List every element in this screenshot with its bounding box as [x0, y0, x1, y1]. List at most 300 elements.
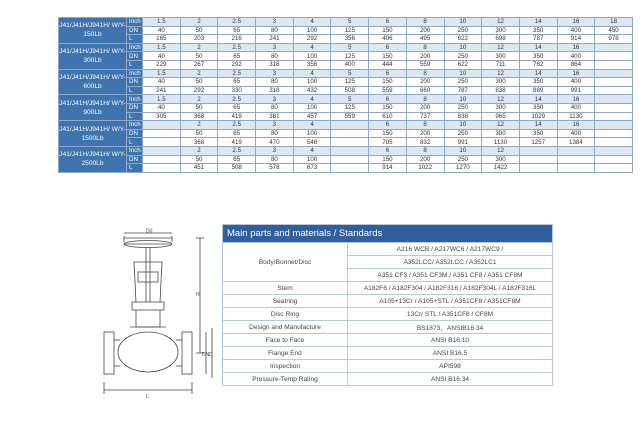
dimension-cell: 508 — [218, 164, 256, 173]
dimension-cell — [595, 146, 633, 155]
dimension-cell: 4 — [293, 146, 331, 155]
dimension-cell: 356 — [293, 60, 331, 69]
dimension-cell: 457 — [293, 112, 331, 121]
dimension-cell: 1.5 — [143, 95, 181, 104]
dimension-cell: 4 — [293, 18, 331, 27]
model-label: J41/J41H/J941H/ W/Y-900Lb — [59, 95, 127, 121]
dimension-cell: 838 — [444, 112, 482, 121]
dimension-cell: 16 — [557, 43, 595, 52]
l-label: L — [146, 394, 149, 400]
d-label: D — [209, 352, 213, 358]
dimension-row-l — [59, 138, 633, 147]
dimension-cell: 368 — [180, 138, 218, 147]
dimension-cell: 16 — [557, 69, 595, 78]
dimension-cell: 200 — [406, 155, 444, 164]
dimension-cell: 8 — [406, 18, 444, 27]
dimension-cell — [557, 146, 595, 155]
dimension-cell: 495 — [406, 35, 444, 44]
unit-label: L — [127, 86, 143, 95]
dimension-cell: 838 — [482, 86, 520, 95]
dimension-row-dn — [59, 52, 633, 61]
dimension-cell: 250 — [444, 78, 482, 87]
dimension-row-l — [59, 35, 633, 44]
dimension-cell: 12 — [482, 95, 520, 104]
dimension-row-l — [59, 86, 633, 95]
part-material: ANSI B16.5 — [348, 347, 553, 360]
dimension-cell: 14 — [519, 69, 557, 78]
dimension-cell: 318 — [256, 86, 294, 95]
dimension-cell: 125 — [331, 78, 369, 87]
dimension-cell: 250 — [444, 155, 482, 164]
dimension-cell — [143, 138, 181, 147]
dimension-cell — [331, 155, 369, 164]
materials-row — [223, 347, 553, 360]
dimension-cell: 914 — [557, 35, 595, 44]
dimension-cell: 3 — [256, 69, 294, 78]
dimension-row-dn — [59, 26, 633, 35]
dimension-cell: 40 — [143, 103, 181, 112]
dimension-cell: 6 — [369, 43, 407, 52]
dimension-cell: 2 — [180, 69, 218, 78]
dimension-cell: 65 — [218, 26, 256, 35]
dimension-cell — [143, 129, 181, 138]
dimension-cell: 8 — [406, 146, 444, 155]
dimension-cell: 6 — [369, 69, 407, 78]
model-label: J41/J41H/J941H/ W/Y-1500Lb — [59, 121, 127, 147]
dimension-cell: 381 — [256, 112, 294, 121]
unit-label: Inch — [127, 69, 143, 78]
dimension-cell: 14 — [519, 95, 557, 104]
dimension-cell: 50 — [180, 103, 218, 112]
dimension-cell: 350 — [519, 26, 557, 35]
dimension-cell: 300 — [482, 129, 520, 138]
dimension-cell: 3 — [256, 121, 294, 130]
dimension-cell: 4 — [293, 69, 331, 78]
dimension-cell: 100 — [293, 26, 331, 35]
part-name: Pressure-Temp Rating — [223, 373, 348, 386]
dimension-cell: 914 — [369, 164, 407, 173]
dimension-cell: 125 — [331, 103, 369, 112]
dimension-cell: 65 — [218, 78, 256, 87]
unit-label: L — [127, 164, 143, 173]
materials-row — [223, 243, 553, 256]
dimension-cell: 1.5 — [143, 69, 181, 78]
dimension-cell: 711 — [482, 60, 520, 69]
dimension-cell: 889 — [519, 86, 557, 95]
model-label: J41/J41H/J941H/ W/Y-150Lb — [59, 18, 127, 44]
dimension-cell — [595, 103, 633, 112]
part-material: BS1873、ANSIB16.34 — [348, 321, 553, 334]
dn-label: DN — [202, 352, 210, 358]
dimension-cell: 241 — [143, 86, 181, 95]
model-label: J41/J41H/J941H/ W/Y-600Lb — [59, 69, 127, 95]
part-material: ANSI B16.10 — [348, 334, 553, 347]
dimension-cell: 1130 — [557, 112, 595, 121]
unit-label: Inch — [127, 146, 143, 155]
dimension-cell — [143, 121, 181, 130]
dimension-cell: 965 — [482, 112, 520, 121]
dimension-cell: 2 — [180, 18, 218, 27]
unit-label: DN — [127, 26, 143, 35]
dimension-cell — [519, 146, 557, 155]
dimension-cell: 3 — [256, 95, 294, 104]
dimension-cell: 300 — [482, 52, 520, 61]
dimension-cell: 14 — [519, 18, 557, 27]
dimension-cell: 125 — [331, 26, 369, 35]
dimension-cell: 737 — [406, 112, 444, 121]
dimension-cell: 100 — [293, 103, 331, 112]
dimension-cell: 330 — [218, 86, 256, 95]
dimension-cell: 229 — [143, 60, 181, 69]
dimension-cell — [143, 164, 181, 173]
unit-label: DN — [127, 103, 143, 112]
dimension-cell — [331, 121, 369, 130]
materials-row — [223, 295, 553, 308]
dimension-cell: 450 — [595, 26, 633, 35]
dimension-cell: 1422 — [482, 164, 520, 173]
dimension-cell: 559 — [331, 112, 369, 121]
dimension-cell: 292 — [293, 35, 331, 44]
dimension-cell: 4 — [293, 43, 331, 52]
dimension-cell: 991 — [557, 86, 595, 95]
dimension-cell — [519, 164, 557, 173]
dimension-cell: 50 — [180, 155, 218, 164]
dimension-cell: 300 — [482, 155, 520, 164]
unit-label: DN — [127, 78, 143, 87]
dimension-cell: 6 — [369, 146, 407, 155]
dimension-cell — [595, 78, 633, 87]
materials-row — [223, 360, 553, 373]
materials-row — [223, 321, 553, 334]
dimension-cell: 6 — [369, 18, 407, 27]
dimension-cell: 250 — [444, 103, 482, 112]
dimension-row-inch — [59, 121, 633, 130]
dimension-cell: 419 — [218, 138, 256, 147]
dimension-cell: 216 — [218, 35, 256, 44]
dimension-cell: 5 — [331, 18, 369, 27]
dimension-cell: 5 — [331, 69, 369, 78]
dimension-cell: 16 — [557, 121, 595, 130]
dimension-cell: 150 — [369, 129, 407, 138]
dimension-cell: 250 — [444, 26, 482, 35]
dimension-cell: 6 — [369, 121, 407, 130]
dimension-cell: 100 — [293, 78, 331, 87]
dimension-row-l — [59, 60, 633, 69]
dimension-row-inch — [59, 18, 633, 27]
model-label: J41/J41H/J941H/ W/Y-2500Lb — [59, 146, 127, 172]
dimension-cell — [331, 138, 369, 147]
dimension-cell: 470 — [256, 138, 294, 147]
dimension-cell: 508 — [331, 86, 369, 95]
dimension-cell: 300 — [482, 78, 520, 87]
dimension-cell: 16 — [557, 18, 595, 27]
dimension-cell: 8 — [406, 95, 444, 104]
dimension-cell: 12 — [482, 69, 520, 78]
dimension-cell: 14 — [519, 43, 557, 52]
dimension-cell: 1.5 — [143, 18, 181, 27]
dimension-cell: 3 — [256, 18, 294, 27]
part-name: Design and Manufacture — [223, 321, 348, 334]
dimension-cell: 356 — [331, 35, 369, 44]
dimension-cell: 444 — [369, 60, 407, 69]
dimension-cell: 1.5 — [143, 43, 181, 52]
part-material: A182F6 / A182F304 / A182F316 / A182F304L / A182F316L — [348, 282, 553, 295]
unit-label: Inch — [127, 121, 143, 130]
dimension-cell: 250 — [444, 52, 482, 61]
dimension-cell: 8 — [406, 121, 444, 130]
dimension-cell: 419 — [218, 112, 256, 121]
materials-row — [223, 334, 553, 347]
dimension-cell — [595, 86, 633, 95]
dimension-cell: 4 — [293, 95, 331, 104]
dimension-cell: 100 — [293, 129, 331, 138]
model-label: J41/J41H/J941H/ W/Y-300Lb — [59, 43, 127, 69]
dimension-cell: 1257 — [519, 138, 557, 147]
dimension-cell: 400 — [557, 52, 595, 61]
dimension-cell: 200 — [406, 129, 444, 138]
materials-row — [223, 308, 553, 321]
part-name: Disc Ring — [223, 308, 348, 321]
dimension-cell: 1022 — [406, 164, 444, 173]
dimension-cell: 350 — [519, 78, 557, 87]
part-name: Stem — [223, 282, 348, 295]
dimension-cell: 65 — [218, 103, 256, 112]
dimension-cell: 12 — [482, 121, 520, 130]
dimension-cell: 698 — [482, 35, 520, 44]
dimension-cell: 451 — [180, 164, 218, 173]
dimension-cell: 40 — [143, 78, 181, 87]
part-name: Flange End — [223, 347, 348, 360]
dimension-cell: 400 — [557, 129, 595, 138]
dimension-cell: 2 — [180, 146, 218, 155]
dimension-cell: 40 — [143, 26, 181, 35]
dimension-cell: 864 — [557, 60, 595, 69]
unit-label: Inch — [127, 18, 143, 27]
dimension-cell: 368 — [180, 112, 218, 121]
dimension-cell: 12 — [482, 43, 520, 52]
dimension-cell: 978 — [595, 35, 633, 44]
dimension-cell — [595, 164, 633, 173]
dimension-cell: 150 — [369, 26, 407, 35]
dimension-cell — [519, 155, 557, 164]
dimension-cell: 546 — [293, 138, 331, 147]
dimension-cell — [595, 155, 633, 164]
dimension-row-l — [59, 112, 633, 121]
dimension-cell: 150 — [369, 155, 407, 164]
globe-valve-drawing — [96, 228, 216, 402]
dimension-cell — [143, 155, 181, 164]
dimension-row-dn — [59, 103, 633, 112]
dimension-cell — [331, 129, 369, 138]
unit-label: Inch — [127, 43, 143, 52]
part-name: Seatring — [223, 295, 348, 308]
materials-row — [223, 373, 553, 386]
dimension-cell: 350 — [519, 103, 557, 112]
unit-label: L — [127, 60, 143, 69]
dimension-cell: 432 — [293, 86, 331, 95]
dimension-row-inch — [59, 95, 633, 104]
dimension-cell: 305 — [143, 112, 181, 121]
dimension-cell: 991 — [444, 138, 482, 147]
dimension-cell: 622 — [444, 60, 482, 69]
dimension-cell: 65 — [218, 52, 256, 61]
dimension-cell — [143, 146, 181, 155]
dimension-cell — [595, 69, 633, 78]
part-material: A105+13Cr / A105+STL / A351CF8 / A351CF8M — [348, 295, 553, 308]
dimension-cell: 350 — [519, 52, 557, 61]
dimension-cell: 832 — [406, 138, 444, 147]
materials-table — [222, 224, 553, 386]
materials-title: Main parts and materials / Standards — [223, 225, 553, 243]
dimension-cell: 400 — [557, 103, 595, 112]
dimension-cell: 200 — [406, 52, 444, 61]
unit-label: L — [127, 112, 143, 121]
dimension-row-inch — [59, 69, 633, 78]
dimension-cell: 1130 — [482, 138, 520, 147]
dimension-cell: 165 — [143, 35, 181, 44]
dimension-cell: 6 — [369, 95, 407, 104]
dimension-cell: 2.5 — [218, 18, 256, 27]
dimension-cell: 10 — [444, 146, 482, 155]
dimension-cell — [557, 155, 595, 164]
dimension-cell: 10 — [444, 121, 482, 130]
dimension-table — [58, 17, 633, 173]
dimension-cell — [595, 138, 633, 147]
unit-label: DN — [127, 155, 143, 164]
dimension-cell: 400 — [557, 26, 595, 35]
dimension-cell: 406 — [369, 35, 407, 44]
dimension-cell — [595, 43, 633, 52]
dimension-cell: 12 — [482, 146, 520, 155]
part-name: Inspection — [223, 360, 348, 373]
dimension-cell — [595, 52, 633, 61]
unit-label: L — [127, 35, 143, 44]
dimension-cell: 50 — [180, 78, 218, 87]
unit-label: Inch — [127, 95, 143, 104]
dimension-cell: 100 — [293, 52, 331, 61]
dimension-cell: 2.5 — [218, 95, 256, 104]
dimension-cell: 12 — [482, 18, 520, 27]
dimension-row-dn — [59, 155, 633, 164]
dimension-row-inch — [59, 43, 633, 52]
dimension-cell: 16 — [557, 95, 595, 104]
dimension-cell: 80 — [256, 129, 294, 138]
dimension-cell: 5 — [331, 43, 369, 52]
dimension-cell: 80 — [256, 103, 294, 112]
dimension-cell: 50 — [180, 129, 218, 138]
dimension-cell — [595, 112, 633, 121]
dimension-cell — [595, 95, 633, 104]
dimension-cell: 150 — [369, 52, 407, 61]
dimension-cell: 200 — [406, 26, 444, 35]
part-name: Body/Bonnet/Disc — [223, 243, 348, 282]
dimension-cell: 10 — [444, 43, 482, 52]
part-material: A351 CF3 / A351 CF3M / A351 CF8 / A351 CF8M — [348, 269, 553, 282]
dimension-cell: 350 — [519, 129, 557, 138]
unit-label: L — [127, 138, 143, 147]
dimension-cell: 50 — [180, 52, 218, 61]
dimension-cell: 318 — [256, 60, 294, 69]
dimension-cell — [331, 164, 369, 173]
dimension-cell: 80 — [256, 155, 294, 164]
dimension-cell: 1270 — [444, 164, 482, 173]
part-material: A352LCC/ A352LCC / A352LC1 — [348, 256, 553, 269]
dimension-cell: 3 — [256, 43, 294, 52]
dimension-cell: 578 — [256, 164, 294, 173]
dimension-cell: 250 — [444, 129, 482, 138]
dimension-cell: 292 — [180, 86, 218, 95]
unit-label: DN — [127, 129, 143, 138]
dimension-cell: 65 — [218, 155, 256, 164]
dimension-cell: 2 — [180, 43, 218, 52]
dimension-row-inch — [59, 146, 633, 155]
dimension-cell: 14 — [519, 121, 557, 130]
dimension-cell: 65 — [218, 129, 256, 138]
dimension-cell — [595, 129, 633, 138]
dimension-cell: 292 — [218, 60, 256, 69]
unit-label: DN — [127, 52, 143, 61]
dimension-cell: 660 — [406, 86, 444, 95]
dimension-cell: 10 — [444, 95, 482, 104]
dimension-cell: 150 — [369, 103, 407, 112]
dimension-cell: 80 — [256, 26, 294, 35]
dimension-cell: 125 — [331, 52, 369, 61]
dimension-cell: 241 — [256, 35, 294, 44]
dimension-cell: 400 — [331, 60, 369, 69]
dimension-cell: 3 — [256, 146, 294, 155]
dimension-cell: 1029 — [519, 112, 557, 121]
dimension-cell: 610 — [369, 112, 407, 121]
dimension-cell: 705 — [369, 138, 407, 147]
dimension-cell: 622 — [444, 35, 482, 44]
dimension-cell: 8 — [406, 69, 444, 78]
dimension-cell: 203 — [180, 35, 218, 44]
dimension-cell: 762 — [519, 60, 557, 69]
part-material: API598 — [348, 360, 553, 373]
dimension-cell: 400 — [557, 78, 595, 87]
dimension-cell: 1384 — [557, 138, 595, 147]
dimension-cell: 10 — [444, 69, 482, 78]
dimension-cell: 40 — [143, 52, 181, 61]
dimension-cell: 2.5 — [218, 121, 256, 130]
dimension-cell: 2.5 — [218, 43, 256, 52]
dimension-cell: 2 — [180, 95, 218, 104]
dimension-row-dn — [59, 129, 633, 138]
dimension-cell: 200 — [406, 78, 444, 87]
part-material: ANSI B16.34 — [348, 373, 553, 386]
dimension-cell — [331, 146, 369, 155]
dimension-cell: 5 — [331, 95, 369, 104]
h-label: H — [196, 292, 200, 298]
dimension-cell: 80 — [256, 52, 294, 61]
dimension-row-l — [59, 164, 633, 173]
dimension-cell: 200 — [406, 103, 444, 112]
dimension-cell: 787 — [444, 86, 482, 95]
dimension-row-dn — [59, 78, 633, 87]
part-name: Face to Face — [223, 334, 348, 347]
dimension-cell: 2.5 — [218, 146, 256, 155]
dimension-cell: 2 — [180, 121, 218, 130]
dimension-cell: 2.5 — [218, 69, 256, 78]
dimension-cell: 300 — [482, 103, 520, 112]
dimension-cell: 4 — [293, 121, 331, 130]
dimension-cell: 80 — [256, 78, 294, 87]
dimension-cell: 559 — [406, 60, 444, 69]
dimension-cell: 50 — [180, 26, 218, 35]
dimension-cell: 8 — [406, 43, 444, 52]
dimension-cell — [595, 60, 633, 69]
dimension-cell: 300 — [482, 26, 520, 35]
